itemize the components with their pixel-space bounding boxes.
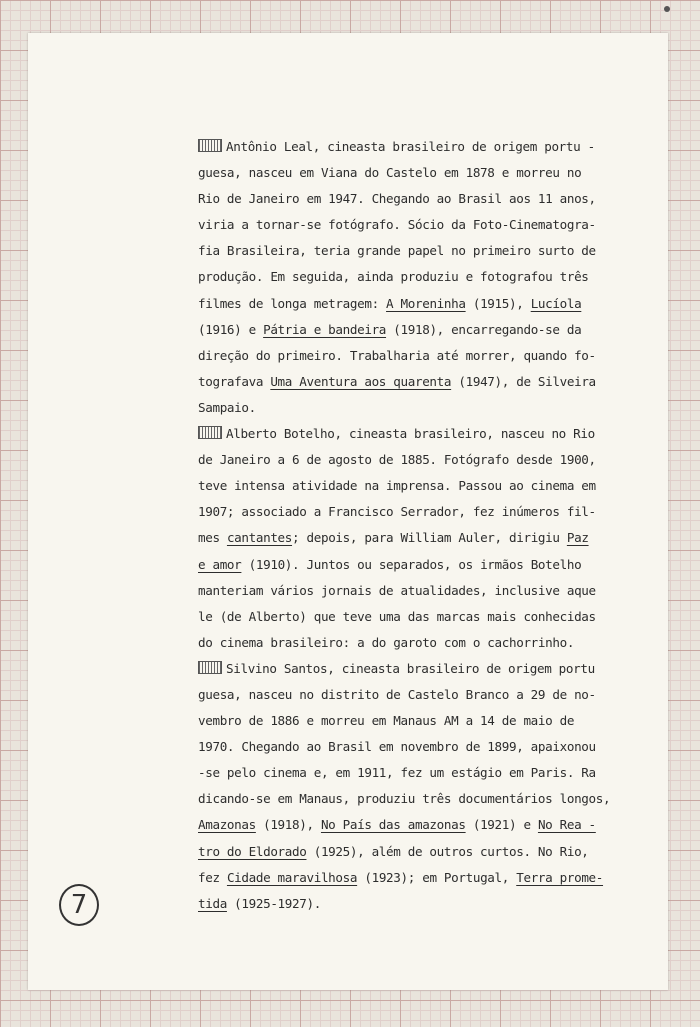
- text-line: [198, 656, 644, 682]
- film-title: No Rea -: [537, 817, 596, 833]
- text-line: [198, 317, 644, 343]
- text-segment: (1916) e: [198, 321, 264, 337]
- text-line: [198, 734, 644, 760]
- text-segment: tografava: [198, 373, 271, 389]
- text-segment: produção. Em seguida, ainda produziu e fotografou três: [198, 269, 589, 285]
- text-segment: 1970. Chegando ao Brasil em novembro de 1899, apaixonou: [198, 739, 596, 755]
- text-segment: (1925-1927).: [226, 895, 321, 911]
- text-line: [198, 708, 644, 734]
- text-segment: (1918),: [255, 817, 321, 833]
- text-line: [198, 369, 644, 395]
- text-line: [198, 552, 644, 578]
- text-line: [198, 604, 644, 630]
- text-segment: ; depois, para William Auler, dirigiu: [292, 530, 567, 546]
- text-segment: 1907; associado a Francisco Serrador, fez inúmeros fil-: [198, 504, 596, 520]
- text-segment: (1925), além de outros curtos. No Rio,: [306, 843, 589, 859]
- text-line: [198, 447, 644, 473]
- text-line: [198, 812, 644, 838]
- film-title: Pátria e bandeira: [263, 321, 387, 337]
- text-segment: Rio de Janeiro em 1947. Chegando ao Brasil aos 11 anos,: [198, 191, 596, 207]
- text-line: [198, 525, 644, 551]
- text-line: [198, 760, 644, 786]
- text-segment: (1910). Juntos ou separados, os irmãos Botelho: [241, 556, 582, 572]
- film-title: Terra prome-: [516, 869, 604, 885]
- text-segment: (1921) e: [465, 817, 538, 833]
- text-segment: Alberto Botelho, cineasta brasileiro, nasceu no Rio: [226, 426, 595, 442]
- text-segment: do cinema brasileiro: a do garoto com o cachorrinho.: [198, 634, 575, 650]
- entry-mark-icon: [198, 661, 222, 674]
- typed-text-body: [198, 134, 644, 917]
- film-title: tida: [198, 895, 227, 911]
- text-segment: Silvino Santos, cineasta brasileiro de origem portu: [226, 660, 595, 676]
- text-segment: manteriam vários jornais de atualidades, inclusive aque: [198, 582, 596, 598]
- film-title: cantantes: [226, 530, 293, 546]
- text-line: [198, 291, 644, 317]
- text-segment: (1915),: [465, 295, 531, 311]
- corner-dot: [664, 6, 670, 12]
- text-segment: (1947), de Silveira: [451, 373, 596, 389]
- entry-mark-icon: [198, 426, 222, 439]
- text-line: [198, 238, 644, 264]
- text-line: [198, 421, 644, 447]
- text-line: [198, 395, 644, 421]
- text-segment: guesa, nasceu no distrito de Castelo Branco a 29 de no-: [198, 686, 596, 702]
- film-title: Paz: [566, 530, 589, 546]
- text-segment: fia Brasileira, teria grande papel no primeiro surto de: [198, 243, 596, 259]
- text-line: [198, 264, 644, 290]
- text-segment: filmes de longa metragem:: [198, 295, 387, 311]
- film-title: tro do Eldorado: [198, 843, 307, 859]
- text-segment: viria a tornar-se fotógrafo. Sócio da Foto-Cinematogra-: [198, 217, 596, 233]
- text-segment: direção do primeiro. Trabalharia até morrer, quando fo-: [198, 347, 596, 363]
- text-line: [198, 891, 644, 917]
- text-line: [198, 499, 644, 525]
- film-title: Lucíola: [530, 295, 582, 311]
- page-number-circled: 7: [59, 884, 99, 926]
- film-title: A Moreninha: [386, 295, 466, 311]
- text-segment: teve intensa atividade na imprensa. Passou ao cinema em: [198, 478, 596, 494]
- text-line: [198, 786, 644, 812]
- text-segment: mes: [198, 530, 227, 546]
- text-segment: dicando-se em Manaus, produziu três documentários longos,: [198, 791, 611, 807]
- film-title: e amor: [198, 556, 242, 572]
- film-title: No País das amazonas: [320, 817, 466, 833]
- text-segment: fez: [198, 869, 227, 885]
- text-line: [198, 186, 644, 212]
- film-title: Uma Aventura aos quarenta: [270, 373, 452, 389]
- text-line: [198, 343, 644, 369]
- text-segment: (1918), encarregando-se da: [386, 321, 582, 337]
- text-line: [198, 578, 644, 604]
- text-segment: vembro de 1886 e morreu em Manaus AM a 14 de maio de: [198, 713, 575, 729]
- film-title: Amazonas: [198, 817, 256, 833]
- entry-mark-icon: [198, 139, 222, 152]
- film-title: Cidade maravilhosa: [226, 869, 358, 885]
- text-line: [198, 839, 644, 865]
- text-segment: (1923); em Portugal,: [357, 869, 517, 885]
- text-line: [198, 212, 644, 238]
- text-line: [198, 160, 644, 186]
- text-line: [198, 865, 644, 891]
- text-line: [198, 682, 644, 708]
- text-segment: Antônio Leal, cineasta brasileiro de origem portu -: [226, 139, 595, 154]
- text-segment: guesa, nasceu em Viana do Castelo em 1878 e morreu no: [198, 165, 582, 181]
- text-line: [198, 630, 644, 656]
- text-segment: de Janeiro a 6 de agosto de 1885. Fotógrafo desde 1900,: [198, 452, 596, 468]
- text-segment: -se pelo cinema e, em 1911, fez um estágio em Paris. Ra: [198, 765, 596, 781]
- text-segment: le (de Alberto) que teve uma das marcas mais conhecidas: [198, 608, 596, 624]
- text-segment: Sampaio.: [198, 399, 256, 415]
- text-line: [198, 134, 644, 160]
- text-line: [198, 473, 644, 499]
